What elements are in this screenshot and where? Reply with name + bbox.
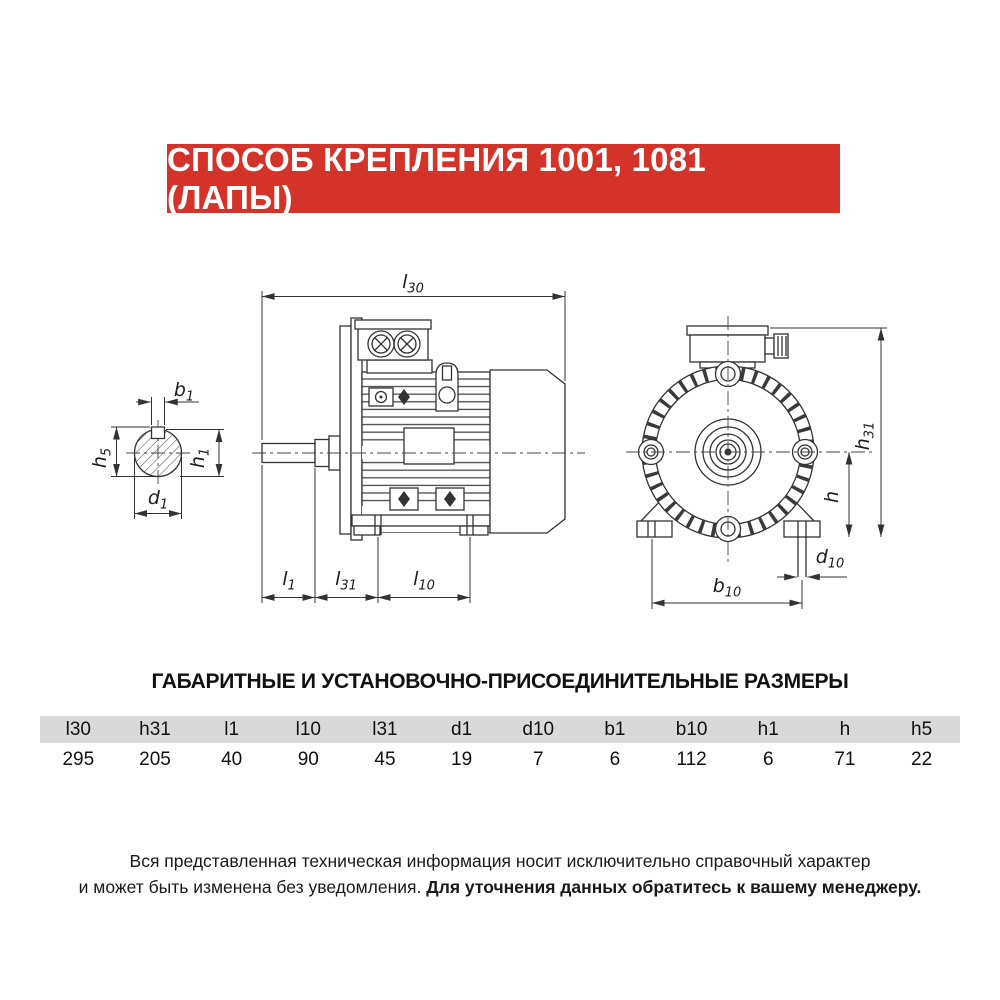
dim-label-b10: $b_{10}$ (712, 575, 742, 601)
dim-label-l30: $l_{30}$ (402, 271, 424, 297)
table-value-cell: 22 (911, 748, 933, 770)
table-value-cell: 295 (62, 748, 95, 770)
table-value-cell: 205 (139, 748, 171, 770)
dim-label-l31: $l_{31}$ (335, 568, 357, 594)
table-value-cell: 19 (451, 748, 473, 770)
table-value-cell: 112 (676, 748, 707, 770)
table-header-cell: d10 (500, 716, 577, 743)
dim-label-d10: $d_{10}$ (815, 546, 845, 572)
table-header-cell: h1 (730, 716, 807, 743)
table-header-row (40, 716, 960, 743)
table-header-cell: l1 (193, 716, 270, 743)
dimensions-table-title: ГАБАРИТНЫЕ И УСТАНОВОЧНО-ПРИСОЕДИНИТЕЛЬНЫЕ РАЗМЕРЫ (151, 670, 849, 693)
table-value-cell: 7 (532, 748, 544, 770)
table-header-cell: d1 (423, 716, 500, 743)
table-value-row (40, 743, 960, 776)
banner-title: СПОСОБ КРЕПЛЕНИЯ 1001, 1081 (ЛАПЫ) (167, 140, 706, 216)
dim-label-h1: $h_1$ (187, 447, 213, 469)
dim-label-h31: $h_{31}$ (852, 421, 878, 451)
dimensions-table (40, 716, 960, 776)
table-header-cell: h5 (883, 716, 960, 743)
dim-label-l10: $l_{10}$ (413, 568, 435, 594)
disclaimer-bold: Для уточнения данных обратитесь к вашему менеджеру. (426, 877, 922, 897)
table-value-cell: 90 (297, 748, 319, 770)
disclaimer-line1: Вся представленная техническая информация носит исключительно справочный характер (129, 851, 871, 871)
dim-label-h: h (821, 490, 843, 504)
shaft-section-view (89, 379, 224, 519)
dim-label-l1: $l_1$ (282, 568, 296, 594)
dim-label-d1: $d_1$ (147, 487, 169, 513)
table-header-cell: l31 (347, 716, 424, 743)
table-value-cell: 6 (609, 748, 621, 770)
table-value-cell: 71 (834, 748, 856, 770)
table-header-cell: h (807, 716, 884, 743)
motor-front-view (626, 316, 887, 609)
table-value-cell: 40 (221, 748, 243, 770)
table-header-cell: h31 (117, 716, 194, 743)
table-header-cell: l10 (270, 716, 347, 743)
disclaimer-line2: и может быть изменена без уведомления. Для уточнения данных обратитесь к вашему менеджеру. (78, 877, 922, 897)
table-value-cell: 45 (374, 748, 396, 770)
table-header-cell: l30 (40, 716, 117, 743)
dim-label-h5: $h_5$ (89, 447, 115, 469)
table-header-cell: b1 (577, 716, 654, 743)
table-header-cell: b10 (653, 716, 730, 743)
dim-label-b1: $b_1$ (173, 379, 195, 405)
table-value-cell: 6 (762, 748, 774, 770)
disclaimer (0, 848, 1000, 900)
motor-side-view (252, 271, 585, 603)
